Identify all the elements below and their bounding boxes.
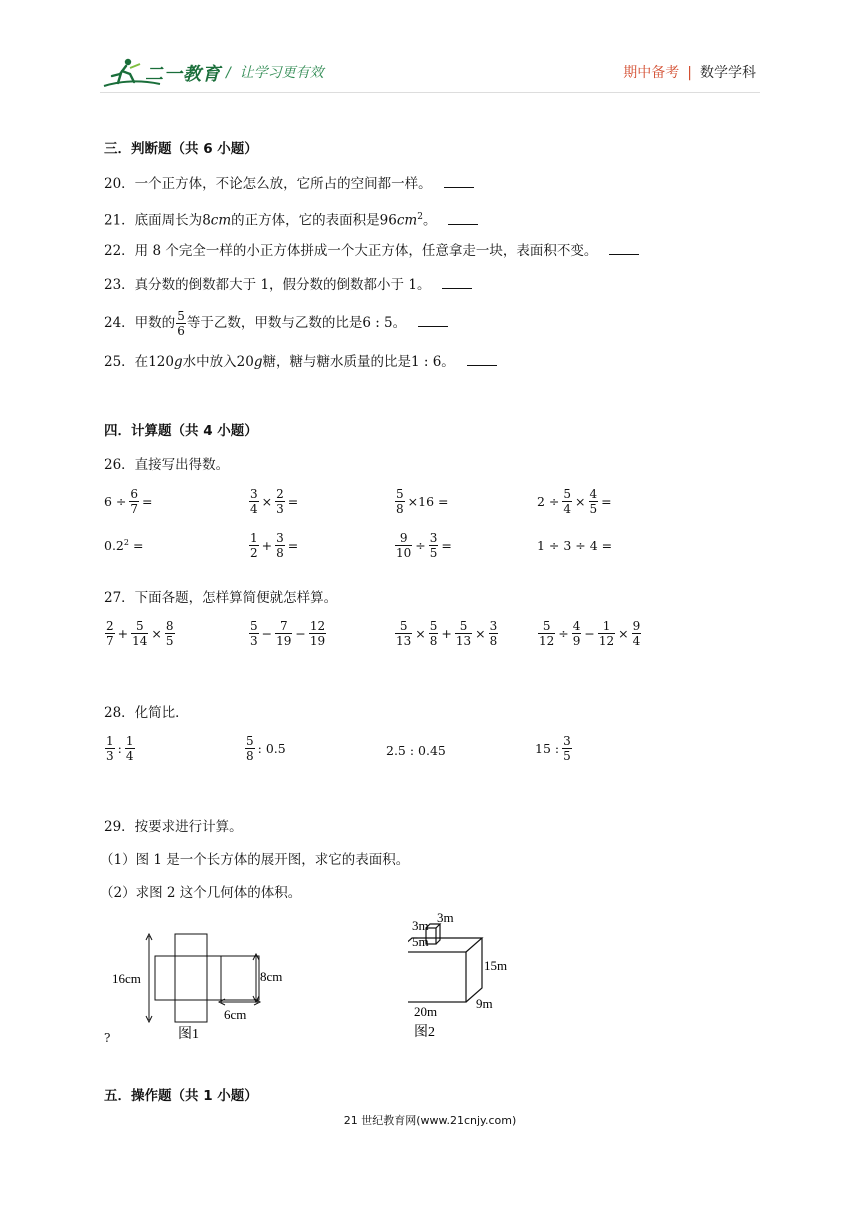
- question-29-part2: （2）求图 2 这个几何体的体积。: [100, 885, 302, 901]
- question-mark: ?: [104, 1031, 111, 1045]
- section-title-judge: 三．判断题（共 6 小题）: [104, 141, 258, 157]
- question-25: 25．在120g水中放入20g糖，糖与糖水质量的比是1 : 6。: [104, 352, 497, 372]
- section-title-calc: 四．计算题（共 4 小题）: [104, 423, 258, 439]
- expr-26-b1: $0.2^2$ =: [104, 538, 144, 554]
- question-28: 28．化简比．: [104, 705, 189, 721]
- figure-1-box-net: [104, 924, 314, 1044]
- question-27: 27．下面各题，怎样算简便就怎样算。: [104, 590, 338, 606]
- svg-text:8cm: 8cm: [260, 969, 283, 984]
- answer-blank[interactable]: [448, 212, 478, 225]
- expr-26-a3: $\frac{5}{8}$ ×16 =: [396, 487, 449, 516]
- slogan: / 让学习更有效: [226, 65, 324, 81]
- header-divider: [100, 92, 760, 93]
- question-22: 22．用 8 个完全一样的小正方体拼成一个大正方体，任意拿走一块，表面积不变。: [104, 241, 639, 261]
- svg-text:9m: 9m: [476, 996, 493, 1011]
- expr-27-d: $\frac{5}{12}$ ÷ $\frac{4}{9}$ − $\frac{1}{12}$ × $\frac{9}{4}$: [539, 619, 641, 648]
- expr-26-b4: 1 ÷ 3 ÷ 4 =: [537, 538, 613, 553]
- question-23: 23．真分数的倒数都大于 1，假分数的倒数都小于 1。: [104, 275, 472, 295]
- answer-blank[interactable]: [444, 175, 474, 188]
- page-header: [0, 0, 860, 100]
- subject-label: 数学学科: [700, 65, 756, 81]
- answer-blank[interactable]: [467, 353, 497, 366]
- question-20: 20．一个正方体，不论怎么放，它所占的空间都一样。: [104, 174, 474, 194]
- fraction: $\frac{5}{6}$: [177, 309, 185, 338]
- logo-text: 二一教育: [145, 64, 221, 85]
- expr-27-b: $\frac{5}{3}$ − $\frac{7}{19}$ − $\frac{12}{19}$: [250, 619, 326, 648]
- svg-text:15m: 15m: [484, 958, 508, 973]
- section-title-operate: 五．操作题（共 1 小题）: [104, 1088, 258, 1104]
- exam-label: 期中备考: [623, 65, 680, 81]
- expr-28-d: 15 : $\frac{3}{5}$: [535, 734, 571, 763]
- answer-blank[interactable]: [442, 276, 472, 289]
- svg-text:3m: 3m: [412, 918, 429, 933]
- expr-26-a2: $\frac{3}{4}$ × $\frac{2}{3}$ =: [250, 487, 299, 516]
- page-footer: 21 世纪教育网(www.21cnjy.com): [343, 1114, 517, 1127]
- figure-2-solid: [408, 908, 528, 1042]
- header-right: 期中备考 | 数学学科: [623, 65, 756, 81]
- expr-26-a4: 2 ÷ $\frac{5}{4}$ × $\frac{4}{5}$ =: [537, 487, 612, 516]
- expr-27-a: $\frac{2}{7}$ + $\frac{5}{14}$ × $\frac{8}{5}$: [106, 619, 174, 648]
- question-29: 29．按要求进行计算。: [104, 819, 243, 835]
- svg-text:6cm: 6cm: [224, 1007, 247, 1022]
- question-21: 21．底面周长为8cm的正方体，它的表面积是$96cm^2$。: [104, 207, 478, 231]
- svg-text:16cm: 16cm: [112, 971, 141, 986]
- expr-28-a: $\frac{1}{3}$ : $\frac{1}{4}$: [106, 734, 134, 763]
- question-24: 24．甲数的 $\frac{5}{6}$ 等于乙数，甲数与乙数的比是6 : 5。: [104, 306, 448, 340]
- answer-blank[interactable]: [418, 314, 448, 327]
- question-26: 26．直接写出得数。: [104, 457, 230, 473]
- svg-text:5m: 5m: [412, 934, 429, 949]
- expr-26-b3: $\frac{9}{10}$ ÷ $\frac{3}{5}$ =: [396, 531, 452, 560]
- svg-text:20m: 20m: [414, 1004, 438, 1019]
- expr-28-b: $\frac{5}{8}$ : 0.5: [246, 734, 286, 763]
- question-29-part1: （1）图 1 是一个长方体的展开图，求它的表面积。: [100, 852, 410, 868]
- svg-text:3m: 3m: [437, 910, 454, 925]
- expr-26-b2: $\frac{1}{2}$ + $\frac{3}{8}$ =: [250, 531, 299, 560]
- expr-26-a1: 6 ÷ $\frac{6}{7}$ =: [104, 487, 153, 516]
- expr-27-c: $\frac{5}{13}$ × $\frac{5}{8}$ + $\frac{5}{13}$ × $\frac{3}{8}$: [396, 619, 498, 648]
- expr-28-c: 2.5 : 0.45: [386, 743, 446, 758]
- svg-text:图1: 图1: [178, 1027, 199, 1042]
- svg-text:图2: 图2: [414, 1025, 435, 1040]
- answer-blank[interactable]: [609, 242, 639, 255]
